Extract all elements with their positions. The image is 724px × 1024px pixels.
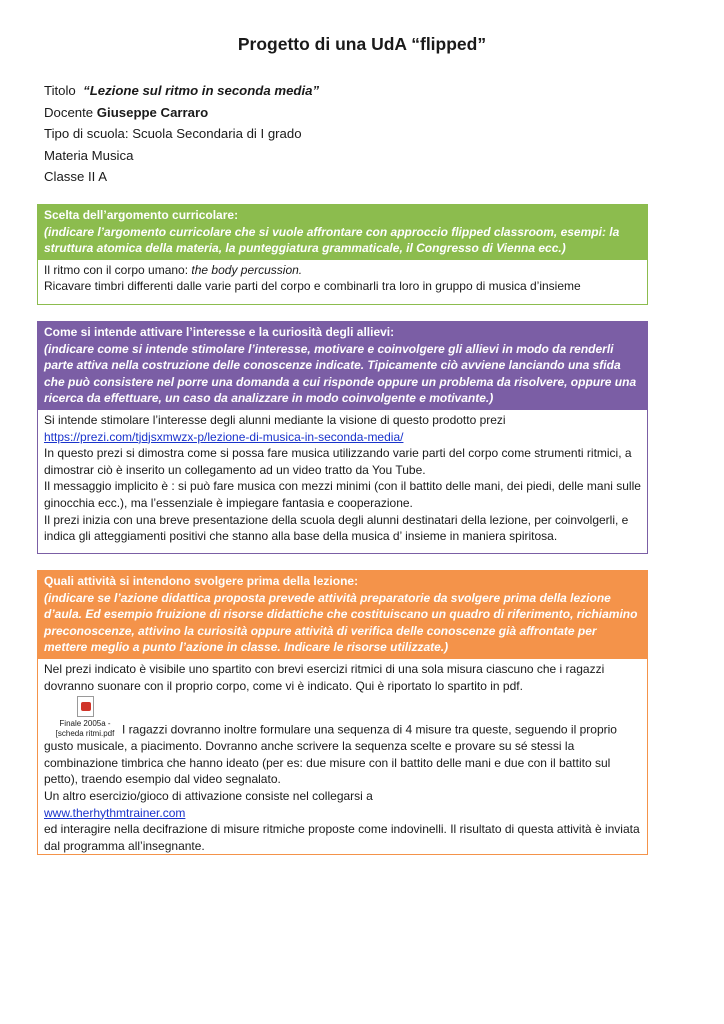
- classe-row: Classe II A: [44, 169, 108, 184]
- topic-italic: the body percussion.: [191, 262, 303, 277]
- rhythm-trainer-link[interactable]: www.therhythmtrainer.com: [44, 805, 186, 820]
- titolo-label: Titolo: [44, 83, 84, 98]
- pdf-attachment[interactable]: [52, 696, 118, 738]
- tipo-scuola-row: Tipo di scuola: Scuola Secondaria di I grado: [44, 126, 302, 141]
- prezi-link[interactable]: https://prezi.com/tjdjsxmwzx-p/lezione-di-musica-in-seconda-media/: [44, 429, 404, 444]
- docente-label: Docente: [44, 104, 97, 120]
- titolo-row: [44, 80, 319, 102]
- section-heading: Quali attività si intendono svolgere prima della lezione:: [44, 574, 359, 588]
- content-line: [44, 262, 641, 279]
- section-header: [38, 322, 647, 410]
- pdf-file-icon: [77, 696, 94, 717]
- section-heading: Come si intende attivare l’interesse e la curiosità degli allievi:: [44, 325, 395, 339]
- content-paragraph: Un altro esercizio/gioco di attivazione consiste nel collegarsi a: [44, 788, 373, 803]
- section-heading: Scelta dell’argomento curricolare:: [44, 208, 239, 222]
- section-instructions: (indicare come si intende stimolare l’interesse, motivare e coinvolgere gli allievi in modo da renderli parte attiva nella costruzione delle conoscenze indicate. Tipicamente ciò avviene lanciando una sfida che può consistere nel porre una domanda a cui risponde oppure un problema da risolvere, oppure una ricerca da effettuare, un caso da analizzare in modo coinvolgente e motivante.): [44, 341, 637, 406]
- section-content: [38, 659, 647, 858]
- content-line: Ricavare timbri differenti dalle varie parti del corpo e combinarli tra loro in gruppo di musica d’insieme: [44, 279, 581, 294]
- section-instructions: (indicare se l’azione didattica proposta prevede attività preparatorie da svolgere prima della lezione d’aula. Ed esempio fruizione di risorse didattiche che costituiscano un quadro di riferimento, richiamino preconoscenze, attivino la curiosità oppure attività di verifica delle conoscenze già affrontate per mettere meglio a punto l’azione in classe. Indicare le risorse utilizzate.): [44, 590, 638, 655]
- attivita-text: I ragazzi dovranno inoltre formulare una sequenza di 4 misure tra queste, seguendo il proprio gusto musicale, a piacimento. Dovranno anche scrivere la sequenza scelte e provare su sé stessi la combinazione timbrica che hanno ideato (per es: due misure con il battito delle mani e due con il battito sul petto), traendo esempio dal video segnalato.: [44, 722, 617, 787]
- section-instructions: (indicare l’argomento curricolare che si vuole affrontare con approccio flipped classroom, esempi: la struttura atomica della materia, la punteggiatura grammaticale, il Congresso di Vienna ecc.): [44, 224, 620, 256]
- topic-label: Il ritmo con il corpo umano:: [44, 262, 192, 277]
- document-title: Progetto di una UdA “flipped”: [237, 34, 487, 54]
- content-paragraph: Nel prezi indicato è visibile uno spartito con brevi esercizi ritmici di una sola misura ciascuno che i ragazzi dovranno suonare con il proprio corpo, come vi è indicato. Qui è riportato lo spartito in pdf.: [44, 661, 605, 693]
- section-header: [38, 205, 647, 260]
- docente-row: [44, 102, 319, 124]
- section-attivita-prima-lezione: [37, 570, 648, 855]
- attachment-name-line1: Finale 2005a -: [59, 719, 111, 729]
- content-paragraph: Il messaggio implicito è : si può fare musica con mezzi minimi (con il battito delle mani, dei piedi, delle mani sulle ginocchia ecc.), ma l’essenziale è impiegare fantasia e cooperazione.: [44, 479, 641, 510]
- content-paragraph: In questo prezi si dimostra come si possa fare musica utilizzando varie parti del corpo come strumenti ritmici, a dimostrar ciò è inserito un collegamento ad un video tratto da You Tube.: [44, 446, 632, 477]
- attachment-name-line2: [scheda ritmi.pdf: [55, 728, 115, 738]
- section-content: [38, 410, 647, 549]
- section-interesse-curiosita: [37, 321, 648, 554]
- section-argomento-curricolare: [37, 204, 648, 305]
- content-paragraph: Il prezi inizia con una breve presentazione della scuola degli alunni destinatari della lezione, per coinvolgerli, e indica gli atteggiamenti positivi che stanno alla base della musica d’ insieme in maniera spiritosa.: [44, 512, 629, 544]
- section-content: [38, 260, 647, 299]
- titolo-value: “Lezione sul ritmo in seconda media”: [83, 83, 320, 98]
- materia-row: Materia Musica: [44, 147, 134, 163]
- content-paragraph: ed interagire nella decifrazione di misure ritmiche proposte come indovinelli. Il risultato di questa attività è inviata dal programma all’insegnante.: [44, 822, 640, 853]
- content-paragraph: [44, 694, 641, 788]
- content-paragraph: Si intende stimolare l’interesse degli alunni mediante la visione di questo prodotto prezi: [44, 412, 506, 427]
- section-header: [38, 571, 647, 659]
- docente-value: Giuseppe Carraro: [96, 104, 209, 120]
- uda-details: [44, 80, 319, 188]
